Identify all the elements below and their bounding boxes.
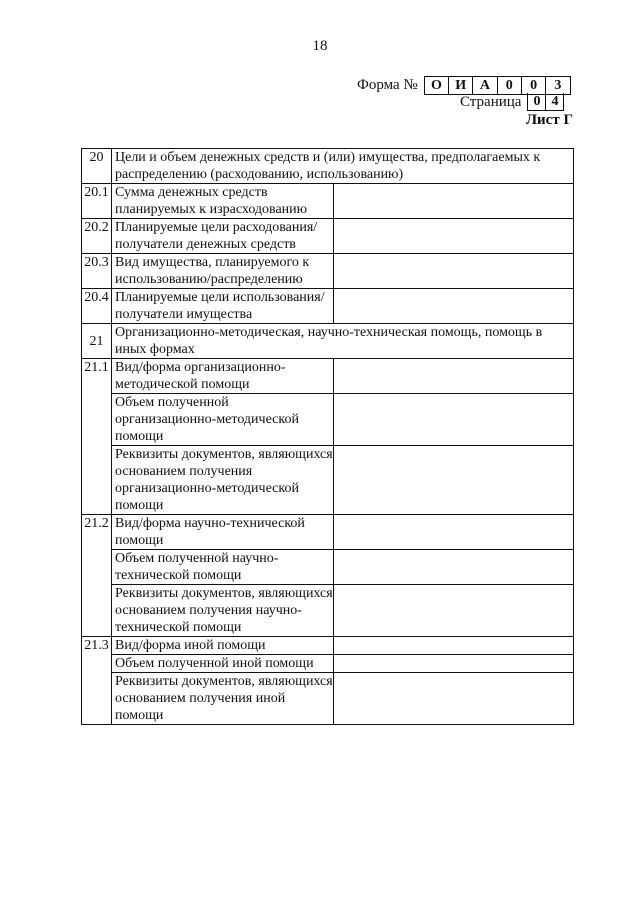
row-label: Вид/форма иной помощи bbox=[112, 637, 334, 655]
page-number: 18 bbox=[312, 38, 328, 54]
value-cell[interactable] bbox=[334, 219, 574, 254]
value-cell[interactable] bbox=[334, 184, 574, 219]
form-number-label: Форма № bbox=[357, 77, 418, 93]
value-cell[interactable] bbox=[334, 550, 574, 585]
row-label: Объем полученной организационно-методической помощи bbox=[112, 394, 334, 446]
row-label: Объем полученной иной помощи bbox=[112, 655, 334, 673]
value-cell[interactable] bbox=[334, 359, 574, 394]
table-row bbox=[82, 550, 574, 585]
page-code-label: Страница bbox=[460, 93, 522, 110]
form-code-cell: А bbox=[472, 77, 496, 94]
table-row bbox=[82, 673, 574, 725]
section-title: Цели и объем денежных средств и (или) имущества, предполагаемых к распределению (расходованию, использованию) bbox=[112, 149, 574, 184]
page-code-cell: 4 bbox=[545, 93, 563, 110]
section-header-row bbox=[82, 324, 574, 359]
page-code-line bbox=[460, 93, 564, 111]
form-code-cell: 3 bbox=[545, 77, 569, 94]
sheet-label: Лист Г bbox=[525, 112, 573, 128]
section-title: Организационно-методическая, научно-техническая помощь, помощь в иных формах bbox=[112, 324, 574, 359]
section-header-row bbox=[82, 149, 574, 184]
row-label: Реквизиты документов, являющихся основанием получения иной помощи bbox=[112, 673, 334, 725]
table-row bbox=[82, 254, 574, 289]
value-cell[interactable] bbox=[334, 585, 574, 637]
form-code-cell: И bbox=[448, 77, 472, 94]
table-row bbox=[82, 515, 574, 550]
section-number: 20 bbox=[82, 149, 112, 184]
form-code-cell: 0 bbox=[497, 77, 521, 94]
value-cell[interactable] bbox=[334, 289, 574, 324]
form-code-cell: 0 bbox=[521, 77, 545, 94]
page-code-cell: 0 bbox=[533, 94, 541, 109]
table-row bbox=[82, 359, 574, 394]
value-cell[interactable] bbox=[334, 673, 574, 725]
section-number: 21 bbox=[82, 324, 112, 359]
table-row bbox=[82, 637, 574, 655]
row-label: Сумма денежных средств планируемых к израсходованию bbox=[112, 184, 334, 219]
page-code-cells bbox=[527, 93, 564, 111]
row-label: Планируемые цели использования/получатели имущества bbox=[112, 289, 334, 324]
table-row bbox=[82, 219, 574, 254]
table-row bbox=[82, 655, 574, 673]
value-cell[interactable] bbox=[334, 637, 574, 655]
row-number: 20.4 bbox=[82, 289, 112, 324]
value-cell[interactable] bbox=[334, 446, 574, 515]
row-number: 21.2 bbox=[82, 515, 112, 637]
form-code-cell: О bbox=[430, 78, 442, 93]
form-table bbox=[81, 148, 574, 725]
row-label: Объем полученной научно-технической помощи bbox=[112, 550, 334, 585]
row-label: Планируемые цели расходования/получатели денежных средств bbox=[112, 219, 334, 254]
row-label: Реквизиты документов, являющихся основанием получения организационно-методической помощи bbox=[112, 446, 334, 515]
row-number: 21.3 bbox=[82, 637, 112, 725]
row-label: Вид/форма научно-технической помощи bbox=[112, 515, 334, 550]
row-number: 20.1 bbox=[82, 184, 112, 219]
value-cell[interactable] bbox=[334, 515, 574, 550]
value-cell[interactable] bbox=[334, 254, 574, 289]
row-label: Вид/форма организационно-методической помощи bbox=[112, 359, 334, 394]
row-number: 20.3 bbox=[82, 254, 112, 289]
table-row bbox=[82, 289, 574, 324]
value-cell[interactable] bbox=[334, 394, 574, 446]
table-row bbox=[82, 585, 574, 637]
row-number: 21.1 bbox=[82, 359, 112, 515]
value-cell[interactable] bbox=[334, 655, 574, 673]
row-label: Вид имущества, планируемого к использованию/распределению bbox=[112, 254, 334, 289]
table-row bbox=[82, 446, 574, 515]
row-number: 20.2 bbox=[82, 219, 112, 254]
row-label: Реквизиты документов, являющихся основанием получения научно-технической помощи bbox=[112, 585, 334, 637]
table-row bbox=[82, 184, 574, 219]
table-row bbox=[82, 394, 574, 446]
